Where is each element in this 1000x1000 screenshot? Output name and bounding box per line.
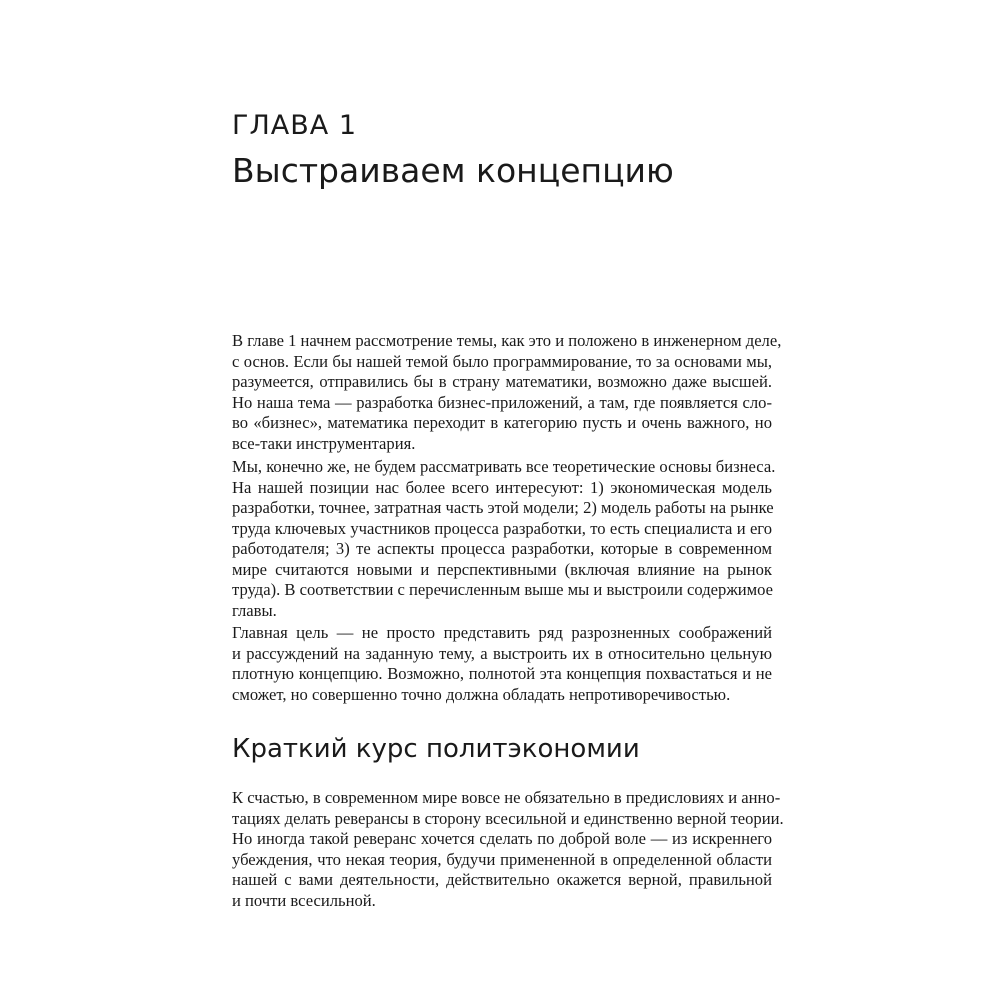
text-line: Мы, конечно же, не будем рассматривать все теоретические основы бизнеса.	[232, 457, 776, 476]
text-line: во «бизнес», математика переходит в категорию пусть и очень важного, но	[232, 413, 772, 432]
text-line: главы.	[232, 600, 277, 620]
text-line: В главе 1 начнем рассмотрение темы, как это и положено в инженерном деле,	[232, 331, 782, 350]
paragraph-1	[232, 331, 782, 454]
chapter-label: ГЛАВА 1	[232, 110, 357, 141]
text-line: мире считаются новыми и перспективными (включая влияние на рынок	[232, 559, 772, 579]
text-line: плотную концепцию. Возможно, полнотой эта концепция похвастаться и не	[232, 664, 772, 683]
text-line: На нашей позиции нас более всего интересуют: 1) экономическая модель	[232, 477, 772, 497]
text-line: Но наша тема — разработка бизнес-приложений, а там, где появляется сло-	[232, 392, 772, 412]
text-line: нашей с вами деятельности, действительно окажется верной, правильной	[232, 870, 772, 889]
text-line: сможет, но совершенно точно должна обладать непротиворечивостью.	[232, 684, 731, 704]
text-line: труда). В соответствии с перечисленным выше мы и выстроили содержимое	[232, 580, 774, 599]
text-line: с основ. Если бы нашей темой было программирование, то за основами мы,	[232, 351, 772, 371]
text-line: тациях делать реверансы в сторону всесильной и единственно верной теории.	[232, 808, 784, 828]
text-line: работодателя; 3) те аспекты процесса разработки, которые в современном	[232, 539, 772, 558]
text-line: разработки, точнее, затратная часть этой модели; 2) модель работы на рынке	[232, 498, 774, 517]
chapter-title: Выстраиваем концепцию	[232, 151, 674, 190]
text-line: Но иногда такой реверанс хочется сделать по доброй воле — из искреннего	[232, 829, 772, 848]
paragraph-2	[232, 457, 776, 621]
section-heading: Краткий курс политэкономии	[232, 734, 640, 764]
text-line: все-таки инструментария.	[232, 433, 416, 453]
text-line: и рассуждений на заданную тему, а выстроить их в относительно цельную	[232, 643, 772, 663]
section-paragraph-1	[232, 788, 784, 911]
text-line: К счастью, в современном мире вовсе не обязательно в предисловиях и анно-	[232, 788, 781, 807]
text-line: разумеется, отправились бы в страну математики, возможно даже высшей.	[232, 372, 772, 391]
text-line: убеждения, что некая теория, будучи примененной в определенной области	[232, 849, 772, 869]
text-line: труда ключевых участников процесса разработки, то есть специалиста и его	[232, 518, 772, 538]
text-line: Главная цель — не просто представить ряд разрозненных соображений	[232, 623, 772, 642]
text-line: и почти всесильной.	[232, 890, 376, 910]
paragraph-3	[232, 623, 772, 705]
